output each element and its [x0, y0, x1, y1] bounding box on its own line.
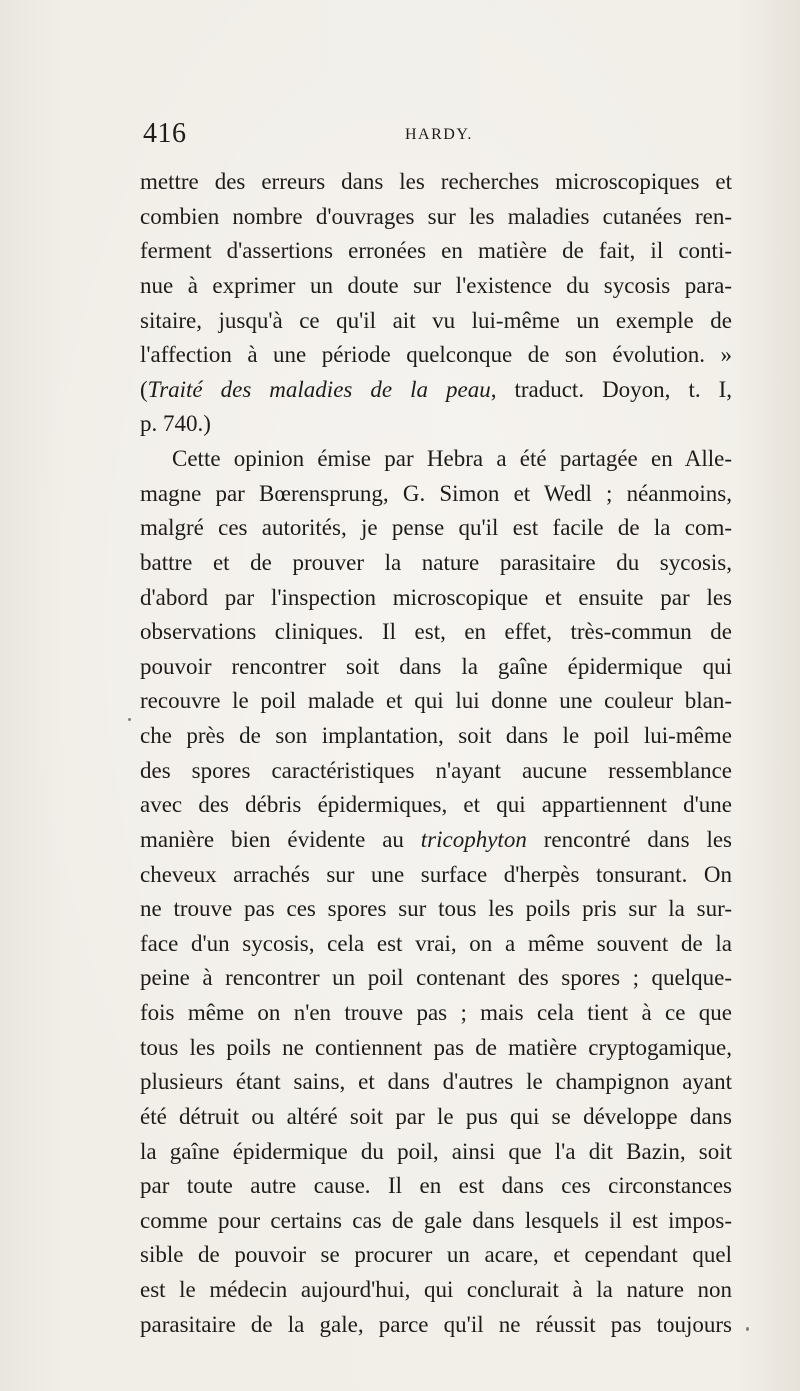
- text-line: ferment d'assertions erronées en matière de fait, il conti-: [140, 238, 732, 264]
- text-line: plusieurs étant sains, et dans d'autres le champignon ayant: [140, 1069, 732, 1095]
- text-line: che près de son implantation, soit dans le poil lui-même: [140, 723, 732, 748]
- running-head: HARDY.: [405, 126, 473, 143]
- text-line: d'abord par l'inspection microscopique et ensuite par les: [140, 584, 732, 610]
- page-blemish: [746, 1327, 749, 1331]
- text-line: nue à exprimer un doute sur l'existence du sycosis para-: [140, 272, 732, 298]
- text-line: tous les poils ne contiennent pas de matière cryptogamique,: [140, 1034, 732, 1060]
- text-line: des spores caractéristiques n'ayant aucune ressemblance: [140, 757, 732, 783]
- text-line: malgré ces autorités, je pense qu'il est facile de la com-: [140, 515, 732, 541]
- page-header: [143, 118, 733, 158]
- text-line: été détruit ou altéré soit par le pus qui se développe dans: [140, 1103, 732, 1129]
- text-line: fois même on n'en trouve pas ; mais cela tient à ce que: [140, 1000, 732, 1025]
- text-line: face d'un sycosis, cela est vrai, on a même souvent de la: [140, 930, 732, 956]
- text-line: pouvoir rencontrer soit dans la gaîne épidermique qui: [140, 653, 732, 679]
- text-line: mettre des erreurs dans les recherches microscopiques et: [140, 169, 732, 194]
- text-line: avec des débris épidermiques, et qui appartiennent d'une: [140, 792, 732, 818]
- text-line: cheveux arrachés sur une surface d'herpès tonsurant. On: [140, 861, 732, 887]
- text-line: parasitaire de la gale, parce qu'il ne réussit pas toujours: [140, 1311, 732, 1337]
- text-line: la gaîne épidermique du poil, ainsi que l'a dit Bazin, soit: [140, 1138, 732, 1164]
- text-line: peine à rencontrer un poil contenant des spores ; quelque-: [140, 965, 732, 991]
- text-line: battre et de prouver la nature parasitaire du sycosis,: [140, 549, 732, 575]
- italic-phrase: Traité des maladies de la peau: [147, 376, 491, 402]
- body-text: [140, 165, 732, 1342]
- text-line: p. 740.): [140, 411, 211, 437]
- text-line: est le médecin aujourd'hui, qui conclurait à la nature non: [140, 1277, 732, 1302]
- text-line: (Traité des maladies de la peau, traduct. Doyon, t. I,: [140, 376, 733, 402]
- text-line: combien nombre d'ouvrages sur les maladies cutanées ren-: [140, 203, 732, 229]
- text-line: Cette opinion émise par Hebra a été partagée en Alle-: [172, 446, 732, 471]
- text-line: magne par Bœrensprung, G. Simon et Wedl ; néanmoins,: [140, 480, 732, 506]
- text-line: ne trouve pas ces spores sur tous les poils pris sur la sur-: [140, 896, 732, 922]
- page-number: 416: [143, 118, 187, 149]
- text-line: sitaire, jusqu'à ce qu'il ait vu lui-même un exemple de: [140, 307, 732, 333]
- text-line: sible de pouvoir se procurer un acare, et cependant quel: [140, 1242, 732, 1268]
- page-blemish: [128, 718, 131, 721]
- text-line: comme pour certains cas de gale dans lesquels il est impos-: [140, 1207, 732, 1233]
- text-line: manière bien évidente au tricophyton rencontré dans les: [140, 826, 732, 852]
- text-line: par toute autre cause. Il en est dans ces circonstances: [140, 1173, 732, 1199]
- italic-phrase: tricophyton: [420, 826, 527, 852]
- text-line: observations cliniques. Il est, en effet, très-commun de: [140, 619, 732, 645]
- text-line: l'affection à une période quelconque de son évolution. »: [140, 342, 732, 368]
- text-line: recouvre le poil malade et qui lui donne une couleur blan-: [140, 688, 732, 714]
